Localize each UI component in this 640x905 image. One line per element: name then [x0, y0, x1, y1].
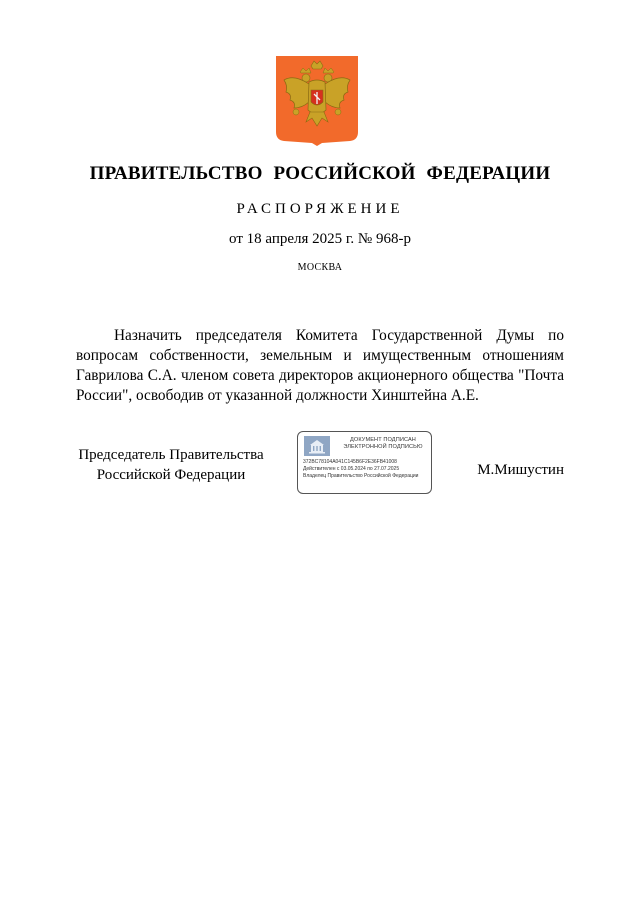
stamp-heading — [336, 437, 430, 451]
order-body — [76, 326, 564, 406]
document-type: РАСПОРЯЖЕНИЕ — [236, 201, 404, 217]
coat-of-arms-emblem — [276, 56, 358, 146]
signer-title-line-2: Российской Федерации — [96, 467, 246, 483]
signer-title — [76, 445, 266, 485]
stamp-owner: Владелец Правительство Российской Федерации — [303, 473, 419, 479]
stamp-heading-line-1: ДОКУМЕНТ ПОДПИСАН — [350, 437, 416, 443]
document-date-number: от 18 апреля 2025 г. № 968-р — [229, 231, 411, 247]
government-title: ПРАВИТЕЛЬСТВО РОССИЙСКОЙ ФЕДЕРАЦИИ — [89, 163, 551, 184]
electronic-signature-stamp — [297, 431, 432, 494]
stamp-serial: 372BC78104A041C145B6F2E36FB41008 — [303, 459, 397, 465]
russian-coat-of-arms-icon — [276, 56, 358, 146]
document-place: МОСКВА — [297, 262, 343, 273]
order-paragraph: Назначить председателя Комитета Государственной Думы по вопросам собственности, земельным и имущественным отношениям Гаврилова С.А. членом совета директоров акционерного общества "Почта России", освободив от указанной должности Хинштейна А.Е. — [76, 327, 564, 404]
signer-title-line-1: Председатель Правительства — [78, 447, 264, 463]
signer-name: М.Мишустин — [477, 462, 564, 478]
stamp-heading-line-2: ЭЛЕКТРОННОЙ ПОДПИСЬЮ — [343, 444, 423, 450]
stamp-validity: Действителен с 03.05.2024 по 27.07.2025 — [303, 466, 400, 472]
government-building-icon — [304, 436, 330, 456]
